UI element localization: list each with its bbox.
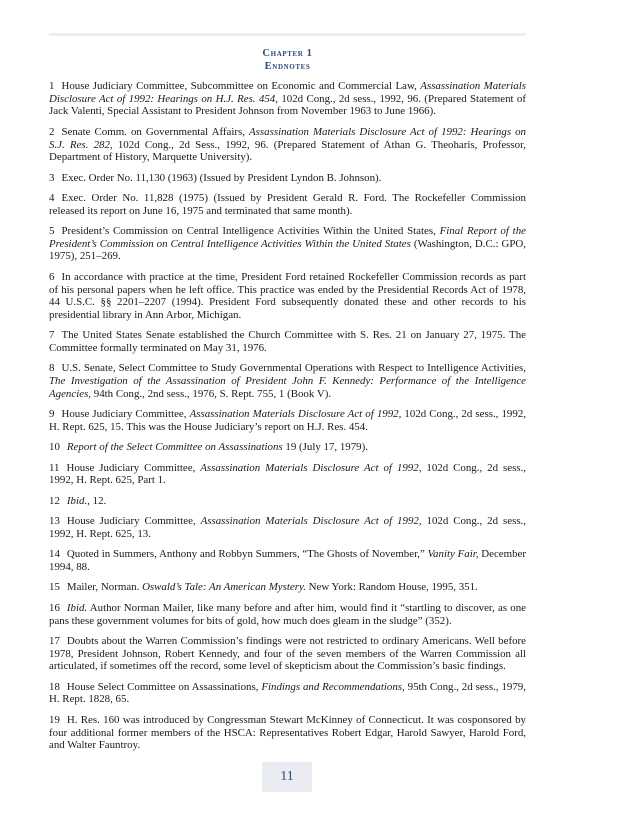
endnote: [49, 462, 526, 487]
endnotes-list: [49, 80, 526, 760]
endnote-number: 6: [49, 270, 55, 283]
endnote-italic-text: Ibid.: [66, 494, 88, 507]
endnote: [49, 581, 526, 594]
endnote: [49, 271, 526, 322]
endnote: [49, 602, 526, 627]
top-divider: [49, 33, 526, 36]
endnote-italic-text: The Investigation of the Assassination of President John F. Kennedy: Performance of the Intelligence Agencies,: [49, 375, 526, 400]
endnote-text: New York: Random House, 1995, 351.: [305, 581, 478, 594]
endnote: [49, 126, 526, 164]
endnote-text: U.S. Senate, Select Committee to Study Governmental Operations with Respect to Intelligence Activities,: [61, 362, 526, 375]
endnote: [49, 515, 526, 540]
endnote-number: 3: [49, 171, 55, 184]
endnote-text: Quoted in Summers, Anthony and Robbyn Summers, “The Ghosts of November,”: [66, 548, 428, 561]
endnote-number: 4: [49, 191, 55, 204]
endnote-italic-text: Assassination Materials Disclosure Act of 1992,: [200, 515, 422, 528]
endnote-text: The United States Senate established the Church Committee with S. Res. 21 on January 27, 1975. The Committee formally terminated on May 31, 1976.: [49, 329, 526, 355]
endnote-text: House Judiciary Committee,: [66, 461, 201, 474]
page-number-box: [262, 762, 312, 792]
page-number: 11: [280, 769, 294, 784]
endnote-number: 13: [49, 515, 60, 528]
endnote-text: (Washington, D.C.: GPO, 1975), 251–269.: [49, 237, 527, 263]
endnote-text: 102d Cong., 2d sess., 1992, H. Rept. 625, 15. This was the House Judiciary’s report on H.J. Res. 454.: [49, 408, 526, 433]
endnote-number: 5: [49, 225, 55, 238]
endnote: [49, 192, 526, 217]
endnote-text: House Judiciary Committee, Subcommittee on Economic and Commercial Law,: [61, 80, 421, 92]
endnote-text: Exec. Order No. 11,130 (1963) (Issued by President Lyndon B. Johnson).: [61, 171, 382, 184]
endnote-text: 102d Cong., 2d sess., 1992, H. Rept. 625, 13.: [49, 515, 526, 540]
endnote-number: 17: [49, 634, 60, 647]
endnote-text: 95th Cong., 2d sess., 1979, H. Rept. 1828, 65.: [49, 680, 526, 706]
endnote-text: House Judiciary Committee,: [66, 515, 201, 528]
endnote: [49, 225, 526, 263]
endnote-number: 19: [49, 713, 60, 726]
endnote: [49, 362, 526, 400]
endnote-italic-text: Final Report of the President’s Commission on Central Intelligence Activities Within the United States: [49, 225, 526, 250]
endnote: [49, 441, 526, 454]
endnote: [49, 714, 526, 752]
section-heading: [49, 47, 526, 73]
endnote-italic-text: Vanity Fair,: [427, 548, 479, 561]
endnote-number: 18: [49, 680, 60, 693]
endnote-text: 102d Cong., 2d sess., 1992, H. Rept. 625, Part 1.: [49, 461, 526, 487]
endnote-text: H. Res. 160 was introduced by Congressman Stewart McKinney of Connecticut. It was cosponsored by four additional former members of the HSCA: Representatives Robert Edgar, Harold Sawyer, Harold Ford, and Walter Fauntroy.: [49, 713, 526, 752]
endnote-italic-text: Findings and Recommendations,: [261, 680, 405, 693]
endnote-number: 15: [49, 581, 60, 594]
endnote-number: 12: [49, 494, 60, 507]
endnote-italic-text: Assassination Materials Disclosure Act of 1992,: [189, 408, 402, 421]
endnote: [49, 635, 526, 673]
endnote: [49, 172, 526, 185]
endnote-text: Senate Comm. on Governmental Affairs,: [61, 125, 250, 138]
endnote: [49, 80, 526, 118]
endnote-text: , 12.: [87, 494, 107, 507]
endnotes-title: Endnotes: [264, 61, 311, 72]
endnote-number: 2: [49, 125, 55, 138]
endnote-number: 9: [49, 408, 55, 421]
endnote: [49, 329, 526, 354]
endnote-text: 102d Cong., 2d sess., 1992, 96. (Prepared Statement of Jack Valenti, Special Assistant to President Johnson from November 1963 to June 1966).: [49, 92, 526, 118]
endnote-text: 94th Cong., 2nd sess., 1976, S. Rept. 755, 1 (Book V).: [91, 387, 332, 400]
endnote-italic-text: Assassination Materials Disclosure Act of 1992: Hearings on S.J. Res. 282,: [49, 125, 526, 151]
endnote-text: 102d Cong., 2d Sess., 1992, 96. (Prepared Statement of Athan G. Theoharis, Professor, Department of History, Marquette University).: [49, 138, 526, 164]
endnote: [49, 408, 526, 433]
endnote-number: 8: [49, 362, 55, 375]
endnote: [49, 495, 526, 508]
endnote: [49, 681, 526, 706]
endnote-italic-text: Assassination Materials Disclosure Act of 1992,: [200, 461, 422, 474]
chapter-title: Chapter 1: [262, 48, 313, 59]
endnote-text: Mailer, Norman.: [66, 581, 143, 594]
endnote-text: President’s Commission on Central Intelligence Activities Within the United States,: [61, 225, 440, 238]
endnote-number: 11: [49, 461, 60, 474]
endnote: [49, 548, 526, 573]
endnote-text: Doubts about the Warren Commission’s findings were not restricted to ordinary Americans. Well before 1978, President Johnson, Robert Kennedy, and four of the seven members of the Warren Commission all articulated, if sometimes off the record, some level of skepticism about the Commission’s basic findings.: [49, 634, 526, 673]
endnote-text: In accordance with practice at the time, President Ford retained Rockefeller Commission records as part of his personal papers when he left office. This practice was ended by the Presidential Records Act of 1978, 44 U.S.C. §§ 2201–2207 (1994). President Ford subsequently donated these and other records to his presidential library in Ann Arbor, Michigan.: [49, 270, 526, 321]
endnote-text: Author Norman Mailer, like many before and after him, would find it “startling to discover, as one pans these government volumes for bits of gold, how much does gleam in the sludge” (352).: [49, 601, 526, 627]
endnote-number: 1: [49, 80, 55, 92]
endnote-number: 16: [49, 601, 60, 614]
endnote-italic-text: Assassination Materials Disclosure Act of 1992: Hearings on H.J. Res. 454,: [49, 80, 527, 105]
endnote-text: 19 (July 17, 1979).: [282, 441, 368, 454]
endnote-number: 7: [49, 329, 55, 342]
endnote-number: 10: [49, 441, 60, 454]
endnote-text: Exec. Order No. 11,828 (1975) (Issued by President Gerald R. Ford. The Rockefeller Commission released its report on June 16, 1975 and terminated that same month).: [49, 191, 526, 217]
endnote-italic-text: Report of the Select Committee on Assassinations: [66, 441, 283, 454]
endnote-text: House Judiciary Committee,: [61, 408, 190, 421]
endnote-text: December 1994, 88.: [49, 548, 527, 574]
endnote-italic-text: Oswald’s Tale: An American Mystery.: [142, 581, 306, 594]
endnote-number: 14: [49, 548, 60, 561]
endnote-text: House Select Committee on Assassinations,: [66, 680, 262, 693]
endnote-italic-text: Ibid.: [66, 601, 88, 614]
